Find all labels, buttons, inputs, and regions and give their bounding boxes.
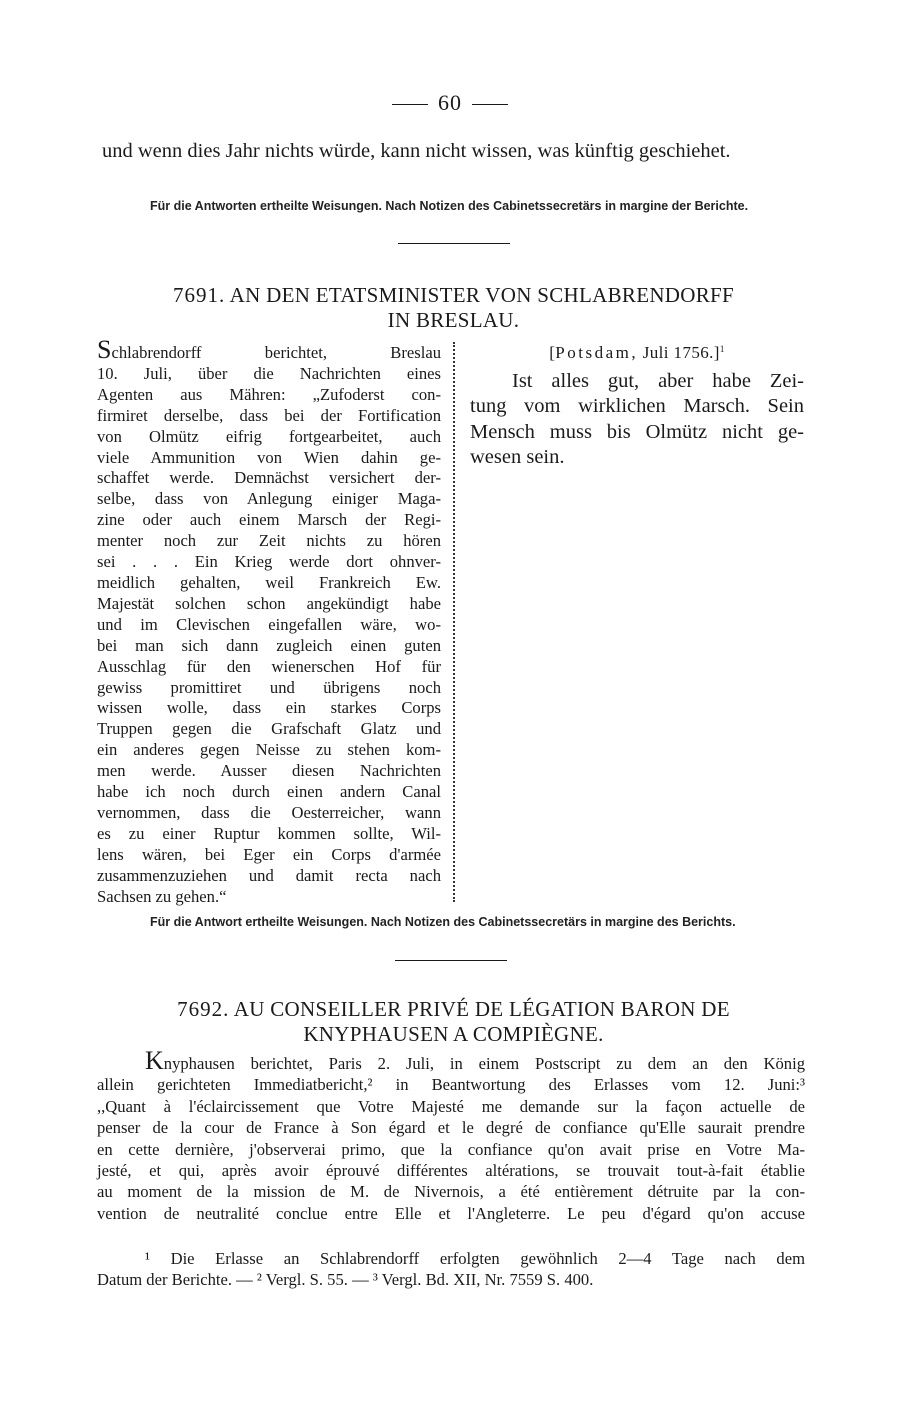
report-line: wissen wolle, dass ein starkes Corps: [97, 698, 441, 718]
report-line: zusammenzuziehen und damit recta nach: [97, 865, 441, 885]
editorial-note-1-text: Für die Antworten ertheilte Weisungen. Nach Notizen des Cabinetssecretärs in margine der Berichte.: [150, 199, 749, 213]
page-number-value: 60: [438, 90, 462, 115]
body-line: ,,Quant à l'éclaircissement que Votre Majesté me demande sur la façon actuelle de: [97, 1096, 805, 1116]
report-line: men werde. Ausser diesen Nachrichten: [97, 761, 441, 781]
reply-line: Ist alles gut, aber habe Zei-: [512, 369, 804, 392]
section-7691-title-line2: IN BRESLAU.: [387, 308, 520, 332]
section-7692-title-line2: KNYPHAUSEN A COMPIÈGNE.: [303, 1022, 604, 1046]
report-line: Agenten aus Mähren: „Zufoderst con-: [97, 384, 441, 404]
reply-line: wesen sein.: [470, 446, 565, 468]
editorial-note-1: [102, 199, 805, 213]
column-divider: [453, 342, 455, 902]
footnote-ref-1: 1: [719, 344, 725, 354]
section-7691-report: [97, 335, 441, 907]
section-7692-heading: [102, 997, 805, 1047]
section-7692-title-text: AU CONSEILLER PRIVÉ DE LÉGATION BARON DE: [233, 997, 730, 1021]
report-line: lens wären, bei Eger ein Corps d'armée: [97, 844, 441, 864]
section-rule-2: [395, 960, 507, 961]
editorial-note-2: [102, 915, 805, 929]
section-7691-reply: [470, 340, 804, 471]
place-bracket: [: [549, 343, 556, 362]
reply-text: [470, 369, 804, 471]
section-7691-heading: [102, 283, 805, 333]
report-line: ein anderes gegen Neisse zu stehen kom-: [97, 740, 441, 760]
page-number: [0, 90, 900, 116]
editorial-note-2-text: Für die Antwort ertheilte Weisungen. Nach Notizen des Cabinetssecretärs in margine des Berichts.: [150, 915, 736, 929]
report-line: es zu einer Ruptur kommen sollte, Wil-: [97, 823, 441, 843]
report-line: Ausschlag für den wienerschen Hof für: [97, 656, 441, 676]
report-line: gewiss promittiret und übrigens noch: [97, 677, 441, 697]
place-date-value: Juli 1756.]: [642, 343, 720, 362]
report-line: Sachsen zu gehen.“: [97, 886, 227, 906]
place-name: Potsdam,: [555, 343, 639, 362]
reply-line: Mensch muss bis Olmütz nicht ge-: [470, 420, 804, 443]
report-line: sei . . . Ein Krieg werde dort ohnver-: [97, 552, 441, 572]
footnotes: [97, 1248, 805, 1290]
report-line: selbe, dass von Anlegung einiger Maga-: [97, 489, 441, 509]
section-7692-title-line1: [102, 997, 805, 1022]
report-line: zine oder auch einem Marsch der Regi-: [97, 510, 441, 530]
section-rule-1: [398, 243, 510, 244]
section-7691-title-text: AN DEN ETATSMINISTER VON SCHLABRENDORFF: [229, 283, 734, 307]
report-line: bei man sich dann zugleich einen guten: [97, 635, 441, 655]
body-line: jesté, et qui, après avoir éprouvé différentes altérations, se trouvait tout-à-fait établie: [97, 1161, 805, 1181]
report-line: schaffet werde. Demnächst versichert der-: [97, 468, 441, 488]
body-line: penser de la cour de France à Son égard et le degré de confiance qu'Elle saurait prendre: [97, 1118, 805, 1138]
report-line: meidlich gehalten, weil Frankreich Ew.: [97, 572, 441, 592]
section-7692-number: 7692.: [177, 997, 230, 1021]
body-line: Knyphausen berichtet, Paris 2. Juli, in einem Postscript zu dem an den König: [145, 1046, 805, 1075]
report-line: Majestät solchen schon angekündigt habe: [97, 593, 441, 613]
report-line: Schlabrendorff berichtet, Breslau: [97, 335, 441, 364]
body-line: en cette dernière, j'observerai primo, que la confiance qu'on avait prise en Votre Ma-: [97, 1139, 805, 1159]
page-number-dash-left: [392, 104, 428, 105]
section-7691-title-line1: [102, 283, 805, 308]
page-number-dash-right: [472, 104, 508, 105]
body-line: vention de neutralité conclue entre Elle et l'Angleterre. Le peu d'égard qu'on accuse: [97, 1203, 805, 1223]
report-line: Truppen gegen die Grafschaft Glatz und: [97, 719, 441, 739]
place-date: [470, 340, 804, 366]
footnote-line: Datum der Berichte. — ² Vergl. S. 55. — ³ Vergl. Bd. XII, Nr. 7559 S. 400.: [97, 1270, 594, 1289]
report-line: vernommen, dass die Oesterreicher, wann: [97, 802, 441, 822]
footnote-line: ¹ Die Erlasse an Schlabrendorff erfolgten gewöhnlich 2—4 Tage nach dem: [145, 1249, 805, 1268]
reply-line: tung vom wirklichen Marsch. Sein: [470, 395, 804, 417]
body-line: au moment de la mission de M. de Nivernois, a été entièrement détruite par la con-: [97, 1182, 805, 1202]
report-line: und im Clevischen eingefallen wäre, wo-: [97, 614, 441, 634]
report-line: menter noch zur Zeit nichts zu hören: [97, 531, 441, 551]
report-line: von Olmütz eifrig fortgearbeitet, auch: [97, 426, 441, 446]
report-line: viele Ammunition von Wien dahin ge-: [97, 447, 441, 467]
section-7691-number: 7691.: [173, 283, 226, 307]
body-line: allein gerichteten Immediatbericht,² in Beantwortung des Erlasses vom 12. Juni:³: [97, 1075, 805, 1095]
section-7692-body: [97, 1046, 805, 1224]
continuation-text: und wenn dies Jahr nichts würde, kann nicht wissen, was künftig geschiehet.: [102, 140, 731, 162]
report-line: 10. Juli, über die Nachrichten eines: [97, 363, 441, 383]
report-line: habe ich noch durch einen andern Canal: [97, 782, 441, 802]
report-line: firmiret derselbe, dass bei der Fortification: [97, 405, 441, 425]
